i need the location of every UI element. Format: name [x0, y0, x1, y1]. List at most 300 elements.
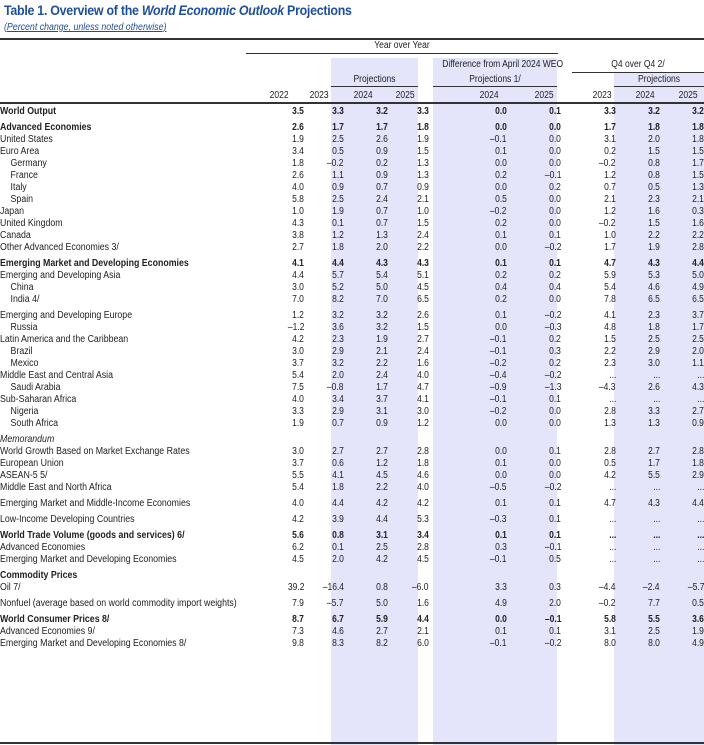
- table-row: [0, 494, 704, 510]
- value-cell: [660, 566, 704, 582]
- table-row: [0, 446, 704, 458]
- value-cell: [561, 170, 616, 182]
- table-row: [0, 322, 704, 334]
- value-text: 3.3: [332, 106, 344, 117]
- value-cell: [344, 494, 388, 510]
- table-row: [0, 554, 704, 566]
- value-text: 0.0: [549, 294, 562, 305]
- value-text: 2.5: [648, 626, 660, 637]
- value-text: 4.4: [292, 270, 305, 281]
- row-label-text: France: [10, 170, 38, 181]
- value-cell: [429, 418, 507, 430]
- value-cell: [388, 406, 429, 418]
- value-text: 3.0: [648, 358, 660, 369]
- value-text: 1.6: [692, 218, 704, 229]
- value-text: 4.9: [692, 282, 704, 293]
- value-text: 0.0: [494, 242, 507, 253]
- value-cell: [304, 394, 343, 406]
- row-label: [0, 242, 269, 254]
- row-label-text: Middle East and Central Asia: [0, 370, 113, 381]
- value-cell: [660, 206, 704, 218]
- value-text: 3.6: [332, 322, 344, 333]
- value-text: 8.3: [332, 638, 344, 649]
- value-cell: [660, 270, 704, 282]
- value-cell: [616, 482, 660, 494]
- value-cell: [388, 458, 429, 470]
- value-cell: [429, 218, 507, 230]
- value-text: 3.3: [292, 406, 305, 417]
- value-text: 2.8: [692, 242, 704, 253]
- row-label-text: Germany: [10, 158, 47, 169]
- value-cell: [616, 358, 660, 370]
- row-label-text: Euro Area: [0, 146, 40, 157]
- value-text: 4.1: [604, 310, 616, 321]
- yoy-rule: [246, 53, 558, 54]
- value-cell: [507, 206, 562, 218]
- value-cell: [344, 526, 388, 542]
- value-text: 4.9: [494, 598, 507, 609]
- table-row: [0, 470, 704, 482]
- value-text: 0.1: [494, 230, 507, 241]
- value-cell: [660, 626, 704, 638]
- value-cell: [429, 182, 507, 194]
- value-cell: [344, 582, 388, 594]
- value-text: 5.5: [292, 470, 305, 481]
- header-q4: Q4 over Q4 2/: [611, 59, 665, 70]
- value-text: 2.7: [375, 446, 388, 457]
- value-text: 0.1: [549, 394, 562, 405]
- value-text: –2.4: [643, 582, 660, 593]
- value-text: 0.0: [549, 418, 562, 429]
- row-label: [0, 170, 269, 182]
- value-text: 3.3: [494, 582, 507, 593]
- value-text: ...: [608, 370, 616, 381]
- value-text: 0.0: [494, 122, 507, 133]
- value-text: –0.1: [544, 170, 562, 181]
- value-text: 4.0: [417, 370, 429, 381]
- row-label-text: Italy: [10, 182, 27, 193]
- value-cell: [660, 418, 704, 430]
- value-cell: [344, 566, 388, 582]
- value-text: 4.7: [417, 382, 429, 393]
- value-text: 5.3: [417, 514, 429, 525]
- value-text: –0.3: [544, 322, 562, 333]
- value-text: 0.8: [332, 530, 344, 541]
- value-cell: [388, 106, 429, 118]
- table-row: [0, 638, 704, 650]
- value-text: 2.0: [549, 598, 562, 609]
- value-text: 4.5: [375, 470, 388, 481]
- row-label: [0, 322, 269, 334]
- value-text: –0.1: [544, 542, 562, 553]
- value-cell: [561, 134, 616, 146]
- value-cell: [660, 158, 704, 170]
- value-text: 3.4: [332, 394, 344, 405]
- row-label: [0, 406, 269, 418]
- value-cell: [660, 610, 704, 626]
- value-text: –0.2: [544, 370, 562, 381]
- value-text: 0.0: [549, 134, 562, 145]
- value-text: 0.0: [549, 122, 562, 133]
- value-text: 2.7: [692, 406, 704, 417]
- value-text: –1.3: [544, 382, 562, 393]
- value-cell: [304, 582, 343, 594]
- table-row: [0, 242, 704, 254]
- row-label: [0, 446, 269, 458]
- value-text: 1.0: [417, 206, 429, 217]
- value-cell: [507, 382, 562, 394]
- value-cell: [660, 322, 704, 334]
- value-text: 5.5: [648, 470, 660, 481]
- value-text: 5.0: [375, 598, 388, 609]
- value-cell: [344, 158, 388, 170]
- value-text: 1.9: [292, 134, 305, 145]
- value-text: 6.0: [417, 638, 429, 649]
- value-text: 3.7: [292, 358, 305, 369]
- row-label-text: Emerging and Developing Europe: [0, 310, 133, 321]
- table-row: [0, 626, 704, 638]
- value-text: 5.8: [292, 194, 305, 205]
- value-cell: [304, 626, 343, 638]
- row-label-text: Emerging Market and Developing Economies 8/: [0, 638, 187, 649]
- value-cell: [269, 146, 304, 158]
- value-cell: [388, 358, 429, 370]
- value-text: 0.2: [604, 146, 616, 157]
- value-text: 1.8: [332, 242, 344, 253]
- value-cell: [304, 306, 343, 322]
- value-text: 5.7: [332, 270, 344, 281]
- value-cell: [304, 206, 343, 218]
- value-text: –5.7: [327, 598, 344, 609]
- value-text: –0.1: [490, 134, 507, 145]
- header-diff-year-2025: 2025: [534, 90, 554, 101]
- value-text: 0.3: [494, 542, 507, 553]
- value-cell: [616, 206, 660, 218]
- value-cell: [304, 170, 343, 182]
- value-cell: [429, 358, 507, 370]
- row-label-text: Oil 7/: [0, 582, 21, 593]
- value-text: 1.0: [292, 206, 305, 217]
- value-text: 3.0: [292, 282, 305, 293]
- table-row: [0, 526, 704, 542]
- value-cell: [660, 134, 704, 146]
- value-text: 3.2: [648, 106, 660, 117]
- difference-rule: [433, 86, 557, 87]
- value-text: 3.2: [375, 322, 388, 333]
- value-text: 2.4: [375, 370, 388, 381]
- value-text: 0.9: [375, 146, 388, 157]
- value-cell: [388, 282, 429, 294]
- value-cell: [561, 582, 616, 594]
- value-text: 1.3: [375, 230, 388, 241]
- value-text: 4.0: [292, 498, 305, 509]
- value-text: 6.5: [648, 294, 660, 305]
- value-text: 4.3: [648, 498, 660, 509]
- value-text: 4.9: [692, 638, 704, 649]
- value-cell: [269, 294, 304, 306]
- bottom-rule: [0, 742, 704, 744]
- value-cell: [304, 382, 343, 394]
- value-cell: [388, 510, 429, 526]
- value-cell: [429, 526, 507, 542]
- value-text: 0.8: [375, 582, 388, 593]
- value-text: 0.1: [549, 230, 562, 241]
- value-cell: [616, 554, 660, 566]
- header-q4-projections: Projections: [637, 74, 681, 85]
- value-cell: [507, 322, 562, 334]
- table-row: [0, 106, 704, 118]
- value-text: 1.7: [604, 122, 616, 133]
- value-cell: [344, 610, 388, 626]
- table-row: [0, 594, 704, 610]
- value-cell: [388, 270, 429, 282]
- value-text: 0.7: [375, 206, 388, 217]
- value-text: 5.5: [648, 614, 660, 625]
- table-row: [0, 146, 704, 158]
- table-row: [0, 334, 704, 346]
- value-text: 1.9: [648, 242, 660, 253]
- value-text: 1.8: [692, 134, 704, 145]
- value-text: 7.7: [648, 598, 660, 609]
- value-cell: [269, 510, 304, 526]
- value-text: 0.0: [549, 146, 562, 157]
- value-cell: [561, 182, 616, 194]
- value-text: 1.0: [604, 230, 616, 241]
- value-cell: [561, 322, 616, 334]
- row-label: [0, 194, 269, 206]
- row-label-text: Nonfuel (average based on world commodity import weights): [0, 598, 237, 609]
- value-text: 1.3: [417, 170, 429, 181]
- value-cell: [507, 218, 562, 230]
- value-cell: [344, 418, 388, 430]
- value-text: 8.0: [604, 638, 616, 649]
- value-cell: [660, 106, 704, 118]
- value-cell: [616, 382, 660, 394]
- value-text: 0.1: [549, 106, 562, 117]
- value-cell: [561, 118, 616, 134]
- header-year-2024: 2024: [353, 90, 373, 101]
- value-cell: [269, 242, 304, 254]
- value-cell: [269, 218, 304, 230]
- value-text: 2.0: [648, 134, 660, 145]
- row-label: [0, 382, 269, 394]
- value-cell: [304, 458, 343, 470]
- value-text: 0.7: [332, 418, 344, 429]
- row-label: [0, 306, 269, 322]
- value-cell: [269, 254, 304, 270]
- value-text: 3.3: [417, 106, 429, 117]
- value-text: 2.7: [375, 626, 388, 637]
- table-row: [0, 194, 704, 206]
- value-cell: [561, 158, 616, 170]
- value-text: 0.4: [494, 282, 507, 293]
- value-cell: [507, 542, 562, 554]
- value-cell: [269, 306, 304, 322]
- value-cell: [507, 182, 562, 194]
- value-text: 0.1: [494, 626, 507, 637]
- value-cell: [429, 322, 507, 334]
- value-text: 2.3: [604, 358, 616, 369]
- value-text: 8.0: [648, 638, 660, 649]
- value-cell: [344, 470, 388, 482]
- q4-projections-rule: [614, 86, 704, 87]
- value-text: 2.9: [332, 406, 344, 417]
- value-cell: [344, 626, 388, 638]
- value-cell: [429, 482, 507, 494]
- header-difference-line1: Difference from April 2024 WEO: [442, 59, 564, 70]
- value-text: 1.7: [375, 382, 388, 393]
- row-label: [0, 582, 269, 594]
- value-cell: [269, 370, 304, 382]
- value-text: 4.2: [604, 470, 616, 481]
- value-text: 4.5: [417, 282, 429, 293]
- table-row: [0, 542, 704, 554]
- value-cell: [561, 282, 616, 294]
- value-text: ...: [608, 394, 616, 405]
- row-label: [0, 370, 269, 382]
- value-cell: [616, 406, 660, 418]
- value-cell: [304, 430, 343, 446]
- value-cell: [616, 542, 660, 554]
- value-cell: [429, 230, 507, 242]
- value-text: 0.9: [692, 418, 704, 429]
- value-cell: [660, 118, 704, 134]
- value-text: –0.1: [490, 394, 507, 405]
- row-label-text: Other Advanced Economies 3/: [0, 242, 119, 253]
- value-text: 5.0: [692, 270, 704, 281]
- header-year-2023: 2023: [309, 90, 329, 101]
- value-cell: [304, 118, 343, 134]
- value-text: 0.5: [604, 458, 616, 469]
- value-cell: [388, 218, 429, 230]
- value-text: 0.1: [494, 498, 507, 509]
- table-row: [0, 582, 704, 594]
- table-row: [0, 482, 704, 494]
- value-text: 2.9: [692, 470, 704, 481]
- value-cell: [304, 230, 343, 242]
- value-text: 2.9: [648, 346, 660, 357]
- value-text: 1.5: [692, 170, 704, 181]
- value-text: 4.3: [375, 258, 388, 269]
- value-cell: [388, 610, 429, 626]
- value-cell: [561, 346, 616, 358]
- value-text: 2.8: [417, 446, 429, 457]
- value-cell: [269, 358, 304, 370]
- value-cell: [507, 346, 562, 358]
- value-cell: [269, 118, 304, 134]
- value-cell: [660, 430, 704, 446]
- value-cell: [507, 194, 562, 206]
- value-cell: [269, 282, 304, 294]
- value-text: 4.6: [332, 626, 344, 637]
- value-cell: [304, 254, 343, 270]
- row-label-text: China: [10, 282, 34, 293]
- value-cell: [660, 494, 704, 510]
- value-text: 2.5: [692, 334, 704, 345]
- value-text: 1.2: [417, 418, 429, 429]
- value-text: 4.2: [375, 554, 388, 565]
- value-cell: [507, 370, 562, 382]
- value-text: 2.1: [604, 194, 616, 205]
- value-cell: [507, 134, 562, 146]
- value-text: 1.3: [692, 182, 704, 193]
- value-cell: [616, 282, 660, 294]
- value-cell: [660, 218, 704, 230]
- value-cell: [269, 270, 304, 282]
- value-text: 2.5: [332, 194, 344, 205]
- value-cell: [660, 470, 704, 482]
- value-text: 5.4: [604, 282, 616, 293]
- value-cell: [304, 194, 343, 206]
- value-cell: [429, 638, 507, 650]
- value-cell: [304, 566, 343, 582]
- row-label-text: World Growth Based on Market Exchange Rates: [0, 446, 190, 457]
- value-text: 3.3: [648, 406, 660, 417]
- value-text: 2.6: [417, 310, 429, 321]
- value-cell: [507, 582, 562, 594]
- value-cell: [344, 118, 388, 134]
- value-cell: [616, 182, 660, 194]
- table-row: [0, 282, 704, 294]
- value-text: 2.5: [375, 542, 388, 553]
- row-label: [0, 594, 269, 610]
- value-cell: [616, 610, 660, 626]
- value-cell: [507, 106, 562, 118]
- table-row: [0, 218, 704, 230]
- value-text: 2.6: [292, 170, 305, 181]
- value-text: 2.6: [375, 134, 388, 145]
- value-text: 3.0: [417, 406, 429, 417]
- value-cell: [304, 470, 343, 482]
- value-text: 0.5: [692, 598, 704, 609]
- value-text: 0.2: [549, 182, 562, 193]
- value-cell: [429, 146, 507, 158]
- value-text: 1.5: [417, 218, 429, 229]
- value-text: 2.4: [375, 194, 388, 205]
- value-cell: [616, 194, 660, 206]
- row-label: [0, 394, 269, 406]
- value-cell: [388, 294, 429, 306]
- value-cell: [660, 446, 704, 458]
- value-text: 4.3: [417, 258, 429, 269]
- value-cell: [304, 638, 343, 650]
- value-text: –0.4: [490, 370, 507, 381]
- value-cell: [429, 194, 507, 206]
- value-text: 3.1: [375, 406, 388, 417]
- value-cell: [660, 254, 704, 270]
- value-cell: [304, 358, 343, 370]
- value-text: 0.0: [549, 458, 562, 469]
- row-label-text: Spain: [10, 194, 34, 205]
- row-label-text: ASEAN-5 5/: [0, 470, 48, 481]
- value-text: 1.7: [692, 322, 704, 333]
- row-label-text: Middle East and North Africa: [0, 482, 112, 493]
- value-cell: [429, 470, 507, 482]
- value-text: ...: [608, 514, 616, 525]
- value-cell: [561, 106, 616, 118]
- value-text: 3.8: [292, 230, 305, 241]
- value-cell: [388, 206, 429, 218]
- value-cell: [507, 638, 562, 650]
- value-cell: [429, 106, 507, 118]
- row-label-text: Emerging Market and Developing Economies: [0, 258, 189, 269]
- value-cell: [561, 566, 616, 582]
- value-cell: [429, 542, 507, 554]
- value-text: 3.3: [604, 106, 616, 117]
- row-label: [0, 566, 269, 582]
- row-label: [0, 526, 269, 542]
- value-text: 2.3: [648, 310, 660, 321]
